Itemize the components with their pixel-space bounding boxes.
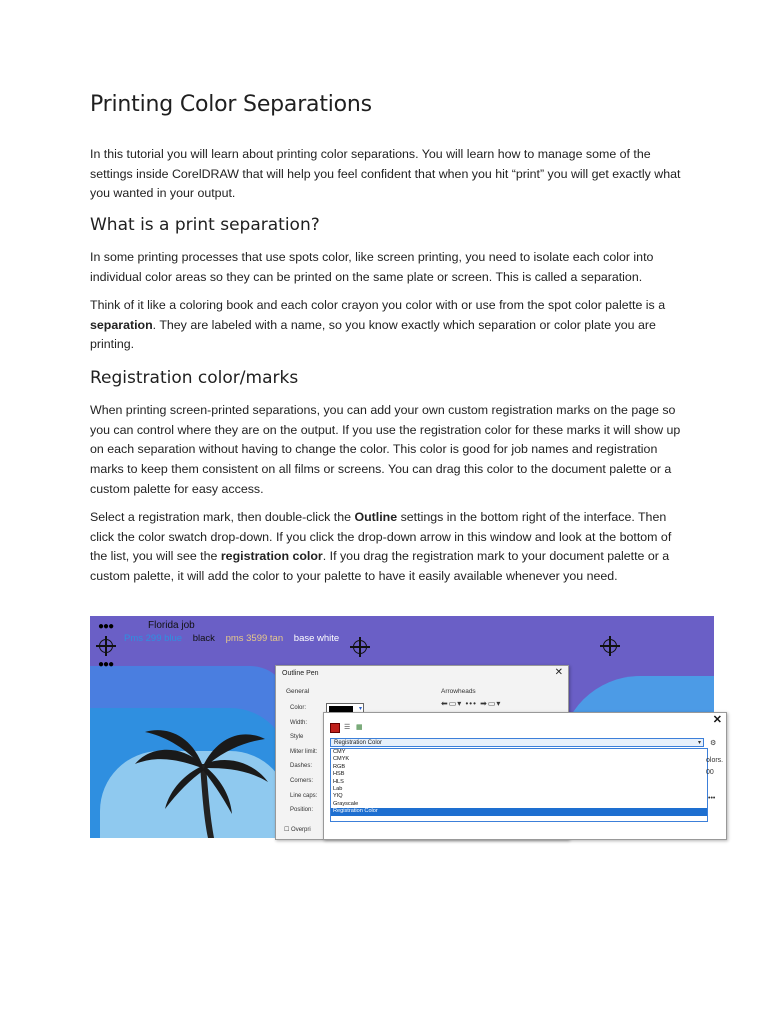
list-item[interactable]: HLS [333,778,344,785]
position-field-label: Position: [290,807,314,813]
dialog-title: Outline Pen [282,670,319,677]
chevron-down-icon[interactable]: ▾ [697,740,701,746]
color-eyedropper-icon[interactable] [330,723,340,733]
text-run: settings in the bottom right of the interface. Then click the color swatch drop-down. If you click the drop-down arrow in this window and look at the bottom of the list, you will see the [90,510,672,564]
dashes-field-label: Dashes: [290,763,313,769]
registration-mark-icon[interactable] [350,637,370,657]
list-item-selected[interactable]: Registration Color [331,808,707,815]
section-heading-print-separation: What is a print separation? [90,215,320,235]
bold-term-outline: Outline [354,510,398,524]
arrowheads-group-label: Arrowheads [441,688,476,695]
separation-label: pms 3599 tan [225,633,284,644]
overprint-checkbox[interactable] [284,826,311,833]
section1-paragraph-2 [90,296,686,355]
line-caps-field-label: Line caps: [290,793,318,799]
separation-label: black [192,633,215,644]
color-model-selected-value: Registration Color [334,740,383,746]
page-title: Printing Color Separations [90,92,372,117]
more-icon[interactable]: ••• [708,795,716,802]
chevron-down-icon[interactable]: ▾ [358,706,362,712]
job-name-label: Florida job [148,620,195,631]
registration-mark-icon[interactable] [96,636,116,656]
section2-paragraph-2 [90,508,686,587]
list-item[interactable]: CMY [333,749,346,755]
bold-term-separation: separation [90,317,153,332]
sliders-icon[interactable]: ☰ [344,724,351,731]
list-item[interactable]: CMYK [333,756,350,763]
text-run: . If you drag the registration mark to your document palette or a custom palette, it will add the color to your palette to have it easily available whenever you need. [90,549,670,584]
separation-label: base white [293,633,340,644]
list-item[interactable]: HSB [333,771,345,778]
popup-toolbar [330,723,370,733]
color-field-label: Color: [290,705,307,711]
width-field-label: Width: [290,720,308,726]
separation-labels [124,633,347,644]
side-text: 00 [706,769,714,776]
list-item[interactable]: RGB [333,763,346,770]
palette-icon[interactable]: ▦ [356,724,363,731]
registration-dots-icon: ●●● [98,621,114,632]
general-group-label: General [286,688,310,695]
arrowheads-controls[interactable]: ⬅▭▾ ••• ➡▭▾ [441,699,502,708]
side-text: olors. [706,757,724,764]
section-heading-registration: Registration color/marks [90,368,299,388]
overprint-label: Overpri [291,827,311,833]
color-model-select[interactable] [330,738,704,747]
color-model-list[interactable] [330,748,708,822]
palm-tree-artwork [130,724,270,838]
text-run: Think of it like a coloring book and each color crayon you color with or use from the spot color palette is a [90,298,666,312]
intro-paragraph: In this tutorial you will learn about printing color separations. You will learn how to manage some of the settings inside CorelDRAW that will help you feel confident that when you hit “print” you will get exactly what you wanted in your output. [90,147,681,201]
miter-limit-field-label: Miter limit: [290,749,318,755]
corners-field-label: Corners: [290,778,314,784]
separation-label: Pms 299 blue [124,633,183,644]
text-run: Select a registration mark, then double-click the [90,510,355,524]
list-item[interactable]: Grayscale [333,800,359,807]
style-field-label: Style [290,734,304,740]
close-icon[interactable]: ✕ [554,667,563,678]
list-item[interactable]: Lab [333,786,343,793]
registration-dots-icon: ●●● [98,659,114,670]
section1-paragraph-1: In some printing processes that use spots color, like screen printing, you need to isolate each color into individual color areas so they can be printed on the same plate or screen. This is called a separation. [90,250,654,284]
settings-icon[interactable]: ⚙ [710,740,717,747]
close-icon[interactable]: ✕ [712,714,722,726]
checkbox-icon[interactable]: ☐ [284,827,292,833]
section2-paragraph-1: When printing screen-printed separations, you can add your own custom registration marks on the page so you can control where they are on the output. If you use the registration color for these marks it will show up on each separation without having to change the color. This color is good for job names and registration marks to keep them consistent on all films or screens. You can drag this color to the document palette or a custom palette for easy access. [90,403,681,496]
color-model-popup [323,712,727,840]
list-item[interactable]: YIQ [333,793,343,800]
bold-term-registration-color: registration color [220,549,323,564]
registration-mark-icon[interactable] [600,636,620,656]
text-run: . They are labeled with a name, so you know exactly which separation or color plate you are printing. [90,317,656,352]
